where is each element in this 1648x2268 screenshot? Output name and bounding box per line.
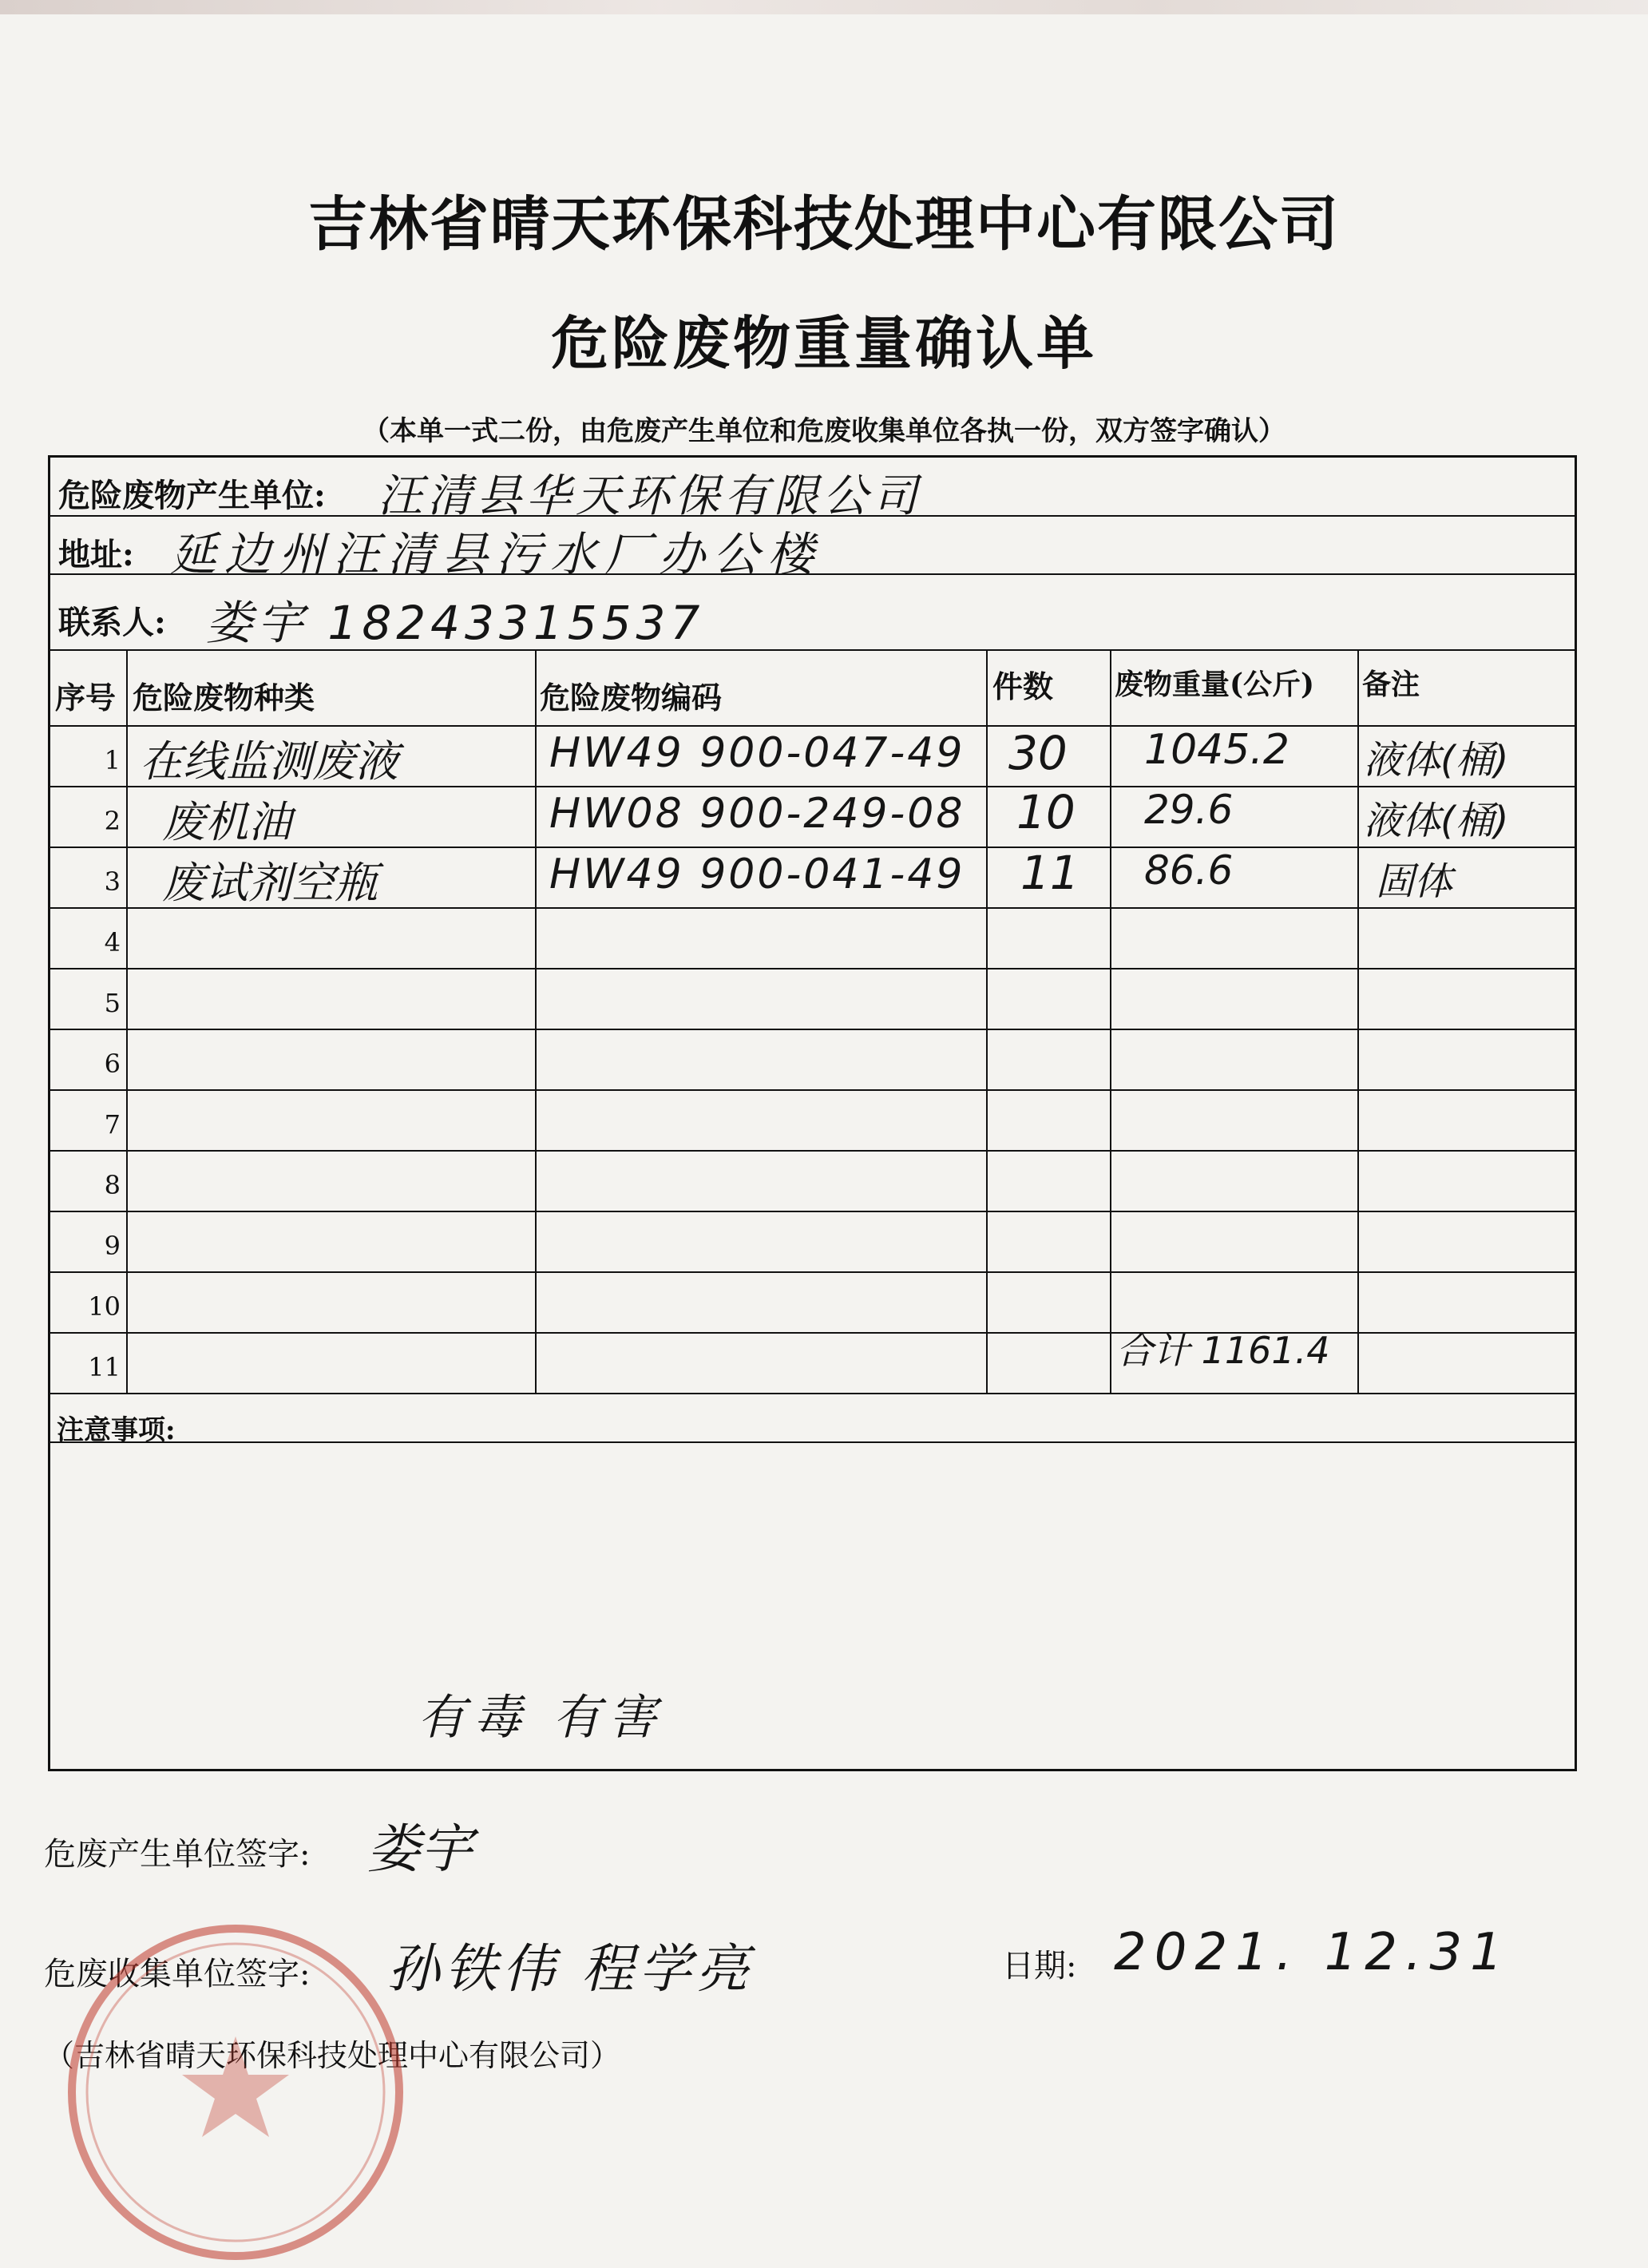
form-sheet [48,455,1577,1771]
producer-value: 汪清县华天环保有限公司 [378,470,922,522]
row1-count: 30 [1008,726,1068,780]
col-header-remark: 备注 [1362,668,1420,701]
seal-star [182,2036,289,2137]
notice-handwritten: 有毒 有害 [418,1690,665,1746]
row-no-1: 1 [104,745,121,775]
collector-signature: 孙铁伟 程学亮 [387,1938,754,2000]
row3-remark: 固体 [1376,859,1453,904]
collector-sign-label: 危废收集单位签字: [44,1956,311,1992]
rule-header [50,725,1575,727]
rule-row7 [50,1150,1575,1152]
row-no-5: 5 [104,988,121,1018]
producer-label: 危险废物产生单位: [58,477,326,514]
copy-note: （本单一式二份，由危废产生单位和危废收集单位各执一份，双方签字确认） [362,415,1286,447]
company-title: 吉林省晴天环保科技处理中心有限公司 [308,190,1340,259]
row-no-4: 4 [104,927,121,958]
row2-weight: 29.6 [1144,787,1234,833]
col-rule-3 [986,649,988,1393]
company-seal [60,1917,411,2268]
rule-row9 [50,1271,1575,1273]
row-no-11: 11 [88,1352,121,1382]
rule-row8 [50,1211,1575,1212]
form-title: 危险废物重量确认单 [550,309,1097,377]
col-header-count: 件数 [992,668,1054,704]
producer-signature: 娄宇 [367,1818,473,1880]
rule-row10 [50,1332,1575,1334]
row1-code: HW49 900-047-49 [549,729,965,777]
row3-type: 废试剂空瓶 [162,858,378,908]
notice-label: 注意事项: [57,1414,176,1446]
row3-count: 11 [1020,846,1080,900]
address-value: 延边州汪清县污水厂办公楼 [170,527,822,581]
rule-row5 [50,1029,1575,1030]
col-rule-4 [1110,649,1111,1393]
col-header-code: 危险废物编码 [540,680,723,716]
row-no-2: 2 [104,806,121,836]
row1-type: 在线监测废液 [140,736,398,787]
row-no-10: 10 [88,1291,121,1322]
row3-weight: 86.6 [1144,847,1234,894]
row-no-9: 9 [104,1231,121,1261]
collector-company: （吉林省晴天环保科技处理中心有限公司） [44,2038,621,2073]
row3-code: HW49 900-041-49 [549,850,965,898]
row1-remark: 液体(桶) [1364,738,1509,783]
row2-type: 废机油 [162,797,291,847]
row2-remark: 液体(桶) [1364,799,1509,843]
col-rule-1 [126,649,128,1393]
contact-label: 联系人: [58,604,166,641]
col-header-type: 危险废物种类 [133,680,315,716]
rule-row4 [50,968,1575,969]
col-rule-2 [535,649,537,1393]
row2-count: 10 [1016,785,1076,839]
row-no-7: 7 [104,1109,121,1140]
col-header-weight: 废物重量(公斤) [1115,668,1315,701]
row-no-6: 6 [104,1049,121,1079]
date-label: 日期: [1002,1948,1077,1985]
scan-top-edge [0,0,1648,14]
row-no-3: 3 [104,866,121,897]
rule-notice [50,1441,1575,1443]
address-label: 地址: [58,536,134,573]
row2-code: HW08 900-249-08 [549,790,965,838]
producer-sign-label: 危废产生单位签字: [44,1836,311,1873]
total-weight: 合计 1161.4 [1116,1329,1330,1372]
col-header-no: 序号 [55,680,117,716]
row1-weight: 1045.2 [1144,726,1289,774]
rule-row6 [50,1089,1575,1091]
rule-table-bottom [50,1393,1575,1394]
row-no-8: 8 [104,1170,121,1200]
date-value: 2021. 12.31 [1114,1923,1511,1982]
col-rule-5 [1357,649,1359,1393]
contact-value: 娄宇 18243315537 [206,596,705,650]
